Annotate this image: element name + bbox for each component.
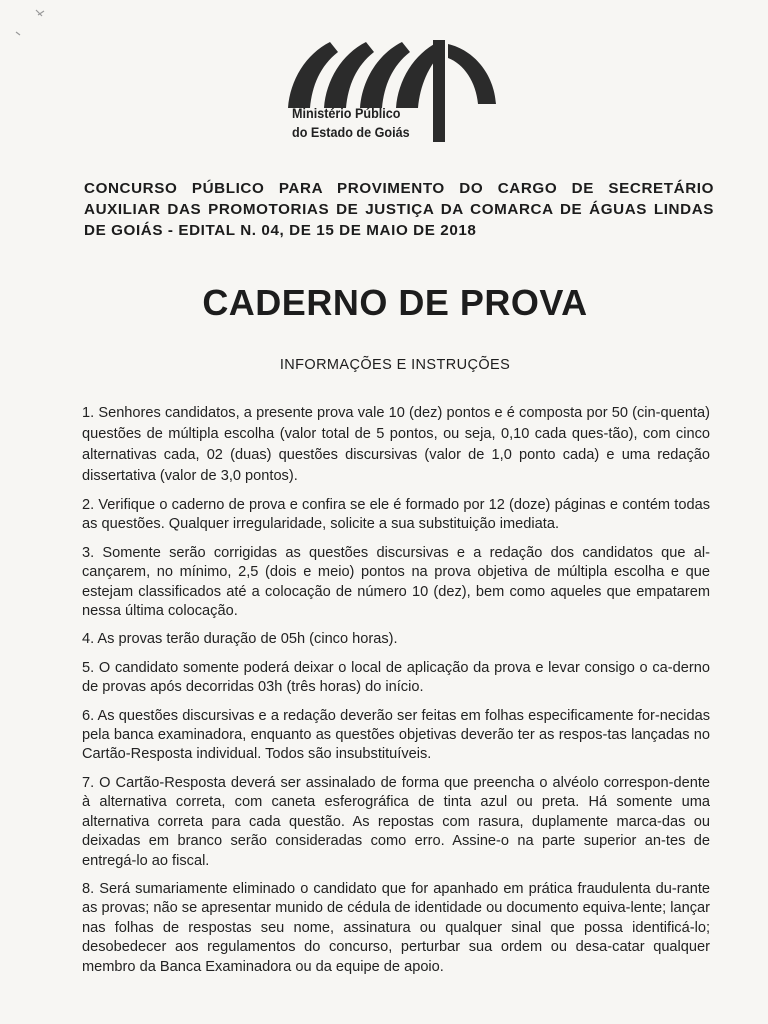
instruction-item: 4. As provas terão duração de 05h (cinco horas). bbox=[82, 631, 398, 648]
instruction-item: 3. Somente serão corrigidas as questões discursivas e a redação dos candidatos que al-cançarem, no mínimo, 2,5 (dois e meio) pontos na prova objetiva de múltipla escolha e que estejam classificados até a colocação de número 10 (dez), bem como aqueles que empatarem nessa última colocação. bbox=[82, 544, 710, 620]
instruction-item: 6. As questões discursivas e a redação deverão ser feitas em folhas especificamente for-necidas pela banca examinadora, enquanto as questões objetivas deverão ter as respos-tas lançadas no Cartão-Resposta individual. Todos são insubstituíveis. bbox=[82, 707, 710, 763]
page-title: CADERNO DE PROVA bbox=[202, 282, 588, 323]
institution-logo bbox=[288, 38, 498, 148]
corner-scan-mark bbox=[2, 2, 46, 42]
institution-name-line2: do Estado de Goiás bbox=[292, 124, 410, 140]
instruction-item: 1. Senhores candidatos, a presente prova vale 10 (dez) pontos e é composta por 50 (cin-quenta) questões de múltipla escolha (valor total de 5 pontos, ou seja, 0,10 cada ques-tão), com cinco alternativas cada, 02 (duas) questões discursivas (valor de 1,0 ponto cada) e uma redação dissertativa (valor de 3,0 pontos). bbox=[82, 405, 710, 484]
instruction-item: 5. O candidato somente poderá deixar o local de aplicação da prova e levar consigo o ca-derno de provas após decorridas 03h (três horas) do início. bbox=[82, 659, 710, 696]
institution-name-line1: Ministério Público bbox=[292, 105, 401, 121]
instruction-item: 2. Verifique o caderno de prova e confira se ele é formado por 12 (doze) páginas e contém todas as questões. Qualquer irregularidade, solicite a sua substituição imediata. bbox=[82, 497, 710, 533]
instruction-item: 7. O Cartão-Resposta deverá ser assinalado de forma que preencha o alvéolo correspon-dente à alternativa correta, com caneta esferográfica de tinta azul ou preta. Há somente uma alternativa correta para cada questão. As repostas com rasura, duplamente marca-das ou deixadas em branco serão consideradas como erro. Assine-o na parte superior an-tes de entregá-lo ao fiscal. bbox=[82, 774, 710, 869]
contest-header: CONCURSO PÚBLICO PARA PROVIMENTO DO CARGO DE SECRETÁRIO AUXILIAR DAS PROMOTORIAS DE JUSTIÇA DA COMARCA DE ÁGUAS LINDAS DE GOIÁS - EDITAL N. 04, DE 15 DE MAIO DE 2018 bbox=[84, 180, 714, 239]
instruction-item: 8. Será sumariamente eliminado o candidato que for apanhado em prática fraudulenta du-rante as provas; não se apresentar munido de cédula de identidade ou documento equiva-lente; lançar nas folhas de respostas seu nome, assinatura ou qualquer sinal que possa identificá-lo; desobedecer aos regulamentos do concurso, perturbar sua ordem ou desa-catar qualquer membro da Banca Examinadora ou da equipe de apoio. bbox=[82, 880, 710, 975]
section-heading: INFORMAÇÕES E INSTRUÇÕES bbox=[279, 357, 511, 373]
institution-name bbox=[292, 104, 410, 142]
instructions-list bbox=[82, 403, 710, 986]
